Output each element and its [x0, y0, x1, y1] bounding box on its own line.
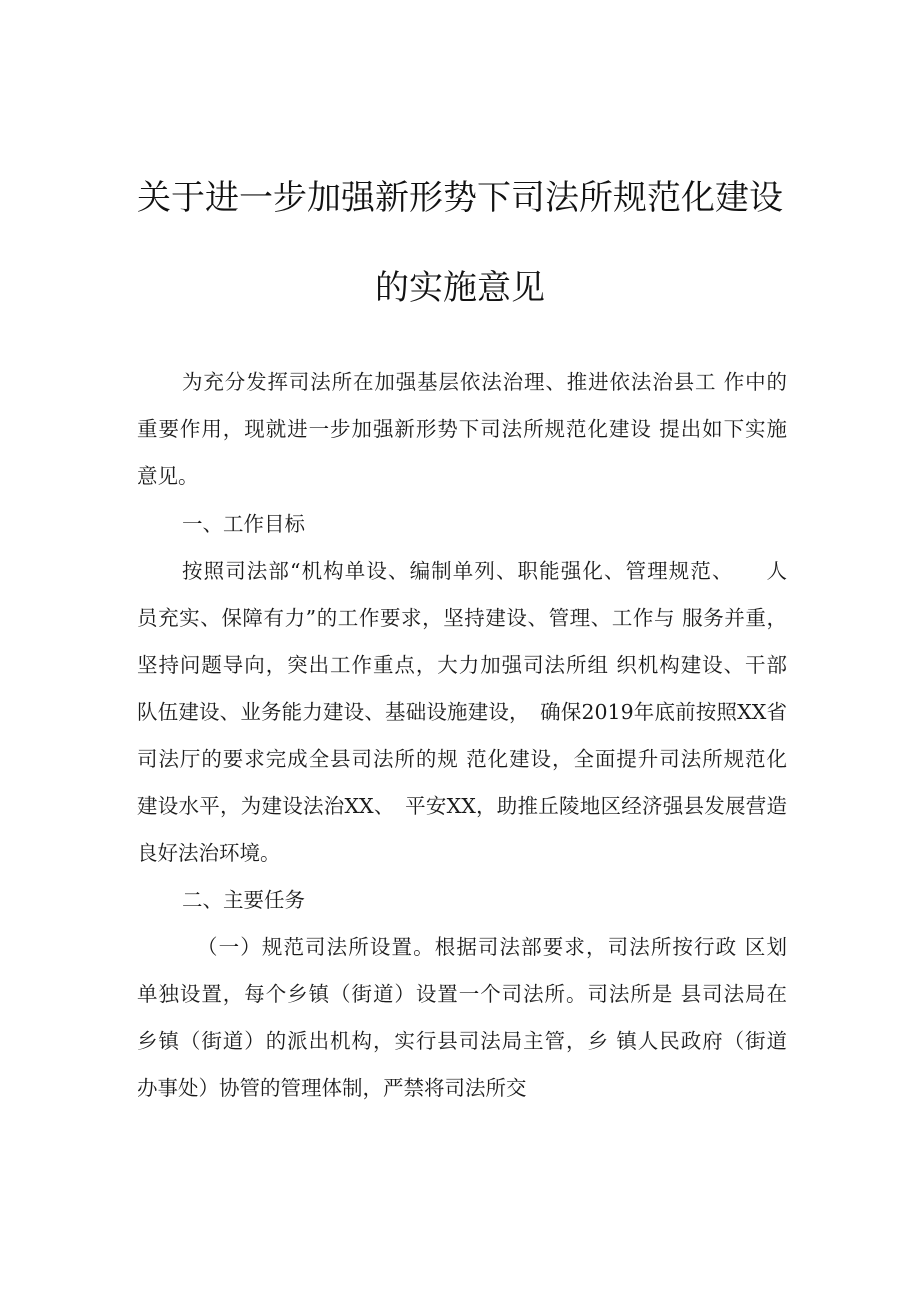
- tasks-paragraph-line-3: 乡镇（街道）的派出机构，实行县司法局主管，乡 镇人民政府（街道: [137, 1029, 787, 1053]
- section-heading-work-goals: 一、工作目标: [182, 512, 305, 536]
- goals-paragraph-line-2: 员充实、保障有力”的工作要求，坚持建设、管理、工作与 服务并重，: [137, 606, 787, 630]
- goals-paragraph-line-4: 队伍建设、业务能力建设、基础设施建设， 确保2019年底前按照XX省: [137, 700, 787, 724]
- tasks-paragraph-line-4: 办事处）协管的管理体制，严禁将司法所交: [137, 1076, 527, 1100]
- tasks-paragraph-line-1: （一）规范司法所设置。根据司法部要求，司法所按行政 区划: [197, 935, 787, 959]
- intro-paragraph-line-3: 意见。: [137, 464, 199, 488]
- goals-paragraph-line-7: 良好法治环境。: [137, 841, 281, 865]
- document-title-line-1: 关于进一步加强新形势下司法所规范化建设: [137, 178, 783, 218]
- intro-paragraph-line-2: 重要作用，现就进一步加强新形势下司法所规范化建设 提出如下实施: [137, 417, 787, 441]
- section-heading-main-tasks: 二、主要任务: [182, 888, 305, 912]
- intro-paragraph-line-1: 为充分发挥司法所在加强基层依法治理、推进依法治县工 作中的: [182, 370, 787, 394]
- document-title-line-2: 的实施意见: [375, 268, 545, 308]
- goals-paragraph-line-1: 按照司法部“机构单设、编制单列、职能强化、管理规范、 人: [182, 559, 787, 583]
- tasks-paragraph-line-2: 单独设置，每个乡镇（街道）设置一个司法所。司法所是 县司法局在: [137, 982, 787, 1006]
- goals-paragraph-line-3: 坚持问题导向，突出工作重点，大力加强司法所组 织机构建设、干部: [137, 653, 787, 677]
- goals-paragraph-line-5: 司法厅的要求完成全县司法所的规 范化建设，全面提升司法所规范化: [137, 747, 787, 771]
- goals-paragraph-line-6: 建设水平，为建设法治XX、 平安XX，助推丘陵地区经济强县发展营造: [137, 794, 787, 818]
